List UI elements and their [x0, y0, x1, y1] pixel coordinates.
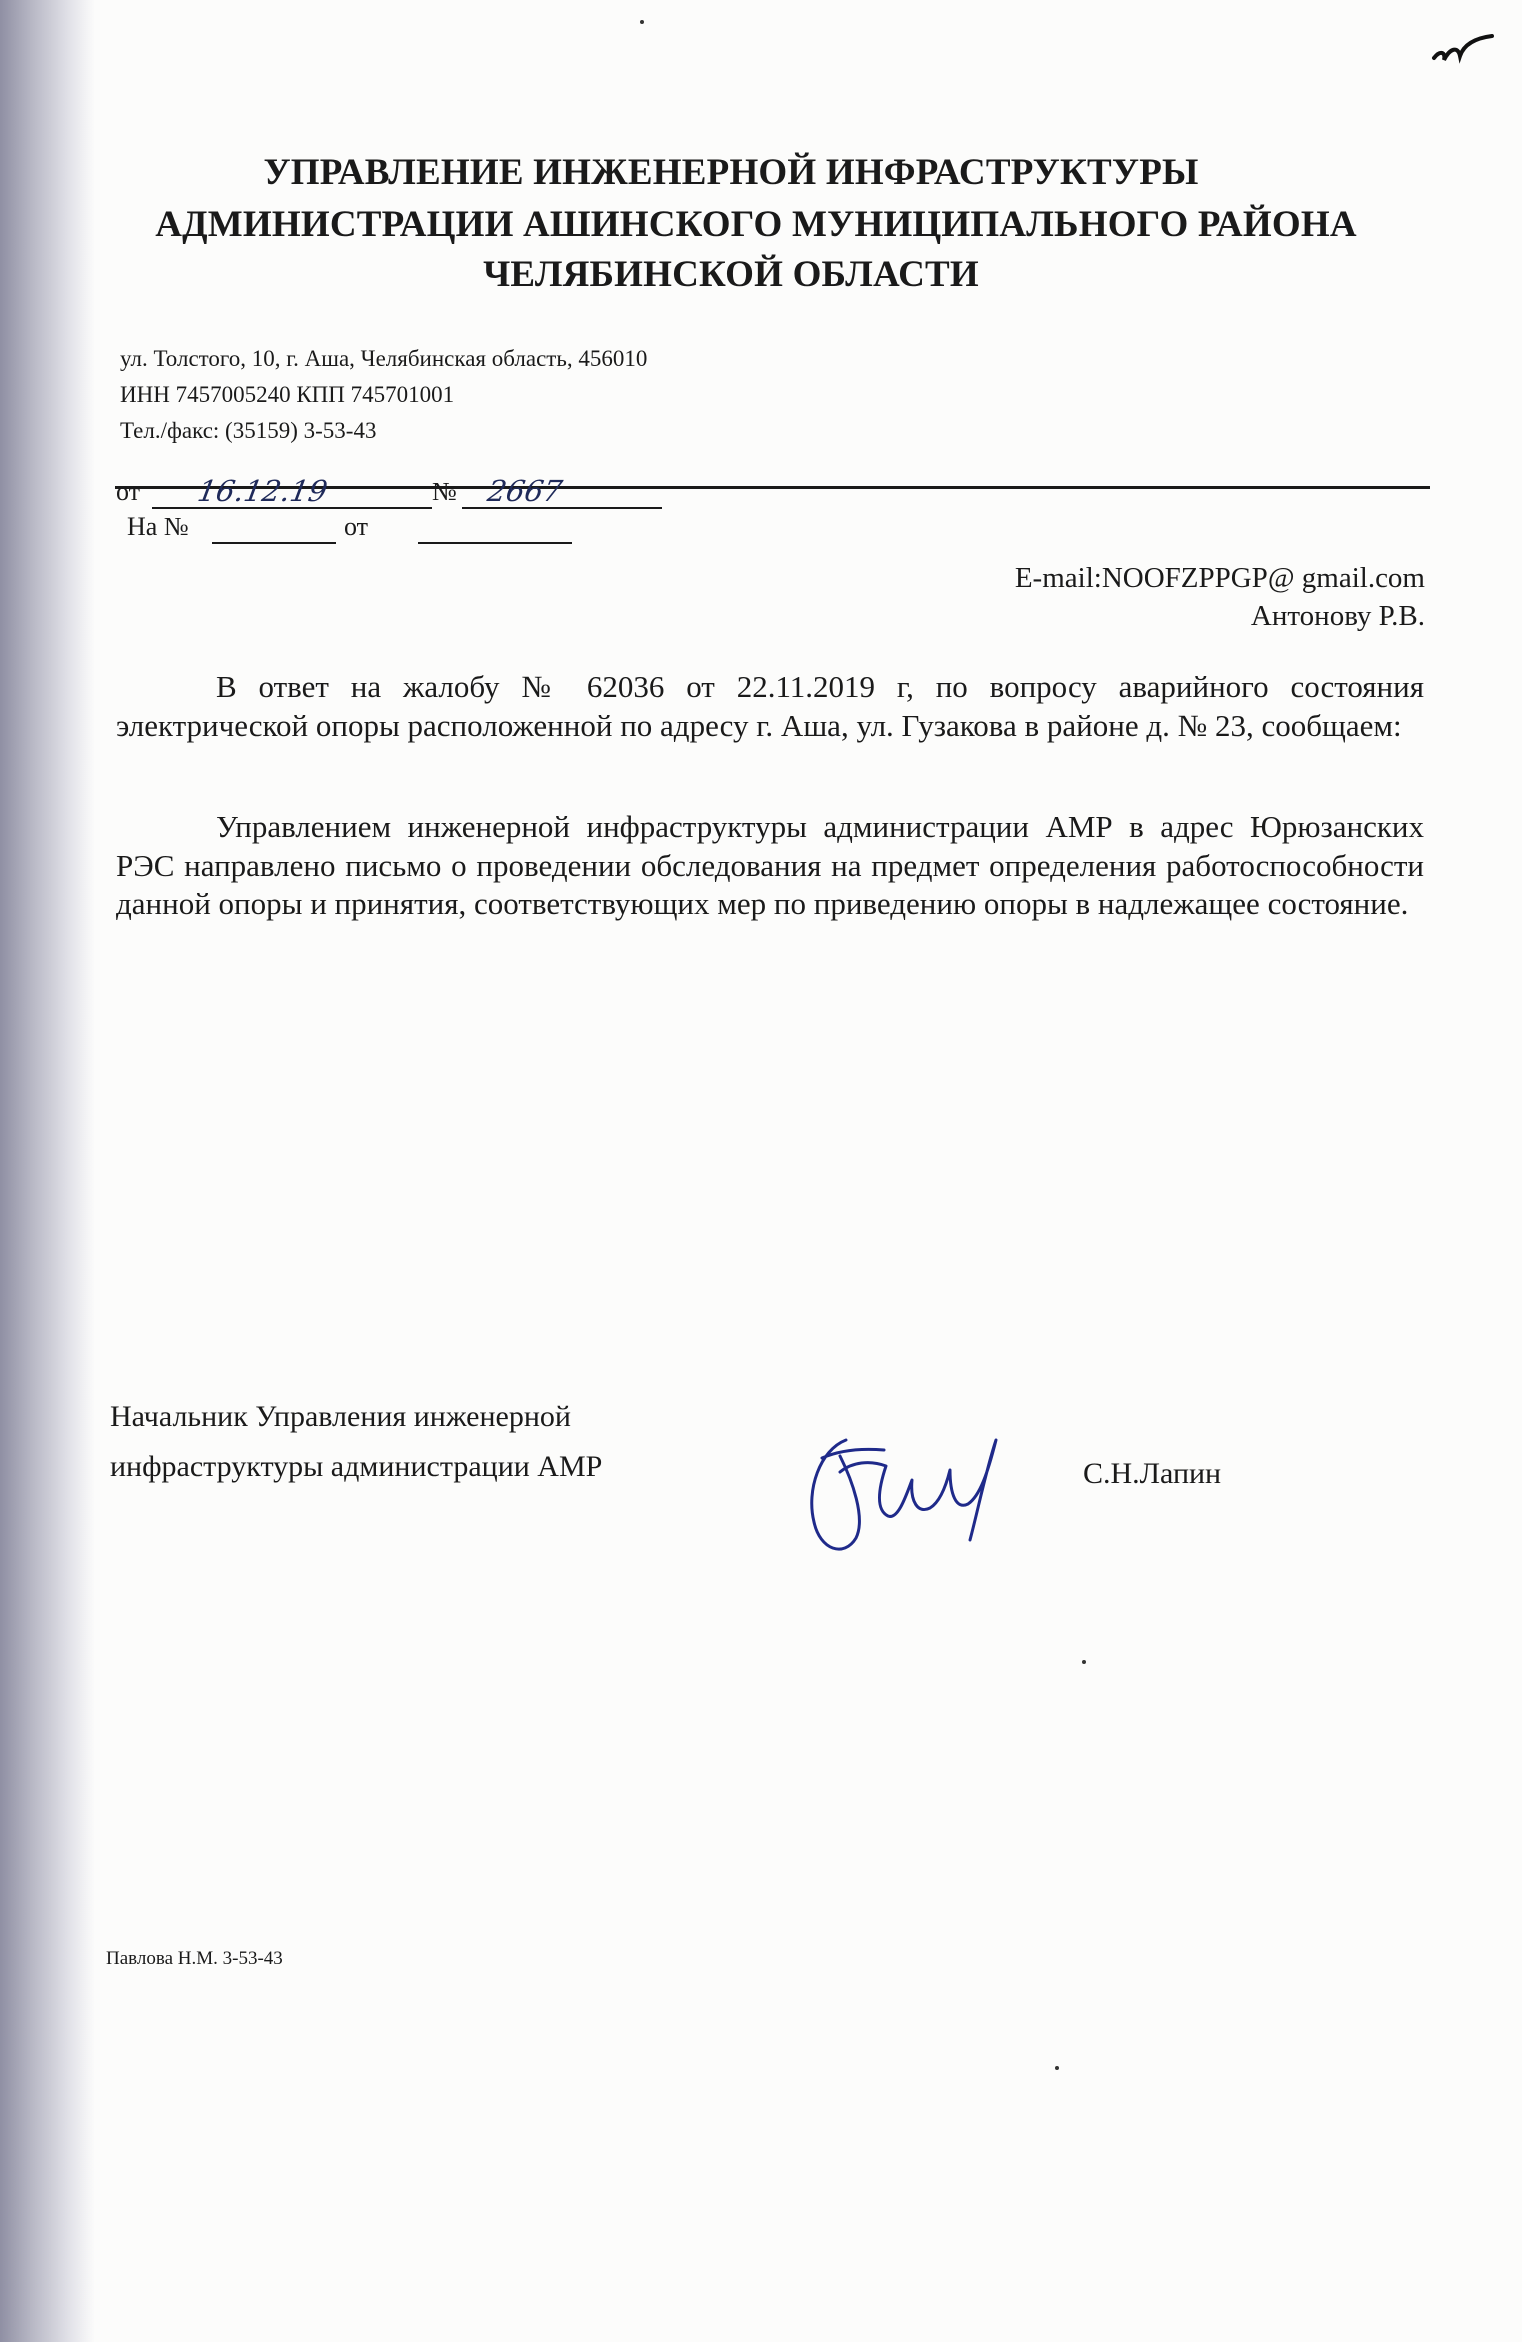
- signer-position-line-2: инфраструктуры администрации АМР: [110, 1450, 603, 1483]
- reply-date-underline: [418, 542, 572, 544]
- header-line-1: УПРАВЛЕНИЕ ИНЖЕНЕРНОЙ ИНФРАСТРУКТУРЫ: [263, 152, 1199, 193]
- scan-speck: [1082, 1660, 1086, 1664]
- signer-position-line-1: Начальник Управления инженерной: [110, 1400, 571, 1433]
- signer-name: С.Н.Лапин: [1083, 1457, 1222, 1490]
- reply-date-label: от: [344, 512, 369, 541]
- scan-speck: [1055, 2066, 1059, 2070]
- recipient-email: E-mail:NOOFZPPGP@ gmail.com: [1014, 562, 1425, 594]
- address-street: ул. Толстого, 10, г. Аша, Челябинская область, 456010: [120, 346, 648, 371]
- body-paragraph-2: Управлением инженерной инфраструктуры администрации АМР в адрес Юрюзанских РЭС направлено письмо о проведении обследования на предмет определения работоспособности данной опоры и принятия, соответствующих мер по приведению опоры в надлежащее состояние.: [116, 809, 1424, 921]
- reply-number-label: На №: [127, 512, 189, 541]
- address-inn: ИНН 7457005240 КПП 745701001: [120, 382, 455, 407]
- header-line-2: АДМИНИСТРАЦИИ АШИНСКОГО МУНИЦИПАЛЬНОГО РАЙОНА: [155, 204, 1357, 245]
- body-paragraph-1: В ответ на жалобу № 62036 от 22.11.2019 г, по вопросу аварийного состояния электрической опоры расположенной по адресу г. Аша, ул. Гузакова в районе д. № 23, сообщаем:: [116, 669, 1424, 743]
- reg-date-label: от: [116, 477, 141, 506]
- scan-speck: [640, 20, 644, 24]
- reg-number-value: 2667: [485, 474, 565, 508]
- recipient-name: Антонову Р.В.: [1250, 600, 1425, 632]
- header-line-3: ЧЕЛЯБИНСКОЙ ОБЛАСТИ: [483, 254, 979, 295]
- reply-number-underline: [212, 542, 336, 544]
- executor-contact: Павлова Н.М. 3-53-43: [106, 1948, 283, 1969]
- reg-date-value: 16.12.19: [195, 474, 331, 508]
- handwritten-signature-icon: [800, 1410, 1020, 1560]
- reg-number-label: №: [432, 477, 457, 506]
- address-phone: Тел./факс: (35159) 3-53-43: [120, 418, 377, 443]
- scan-shadow: [0, 0, 95, 2342]
- handwritten-mark-icon: [1430, 30, 1500, 70]
